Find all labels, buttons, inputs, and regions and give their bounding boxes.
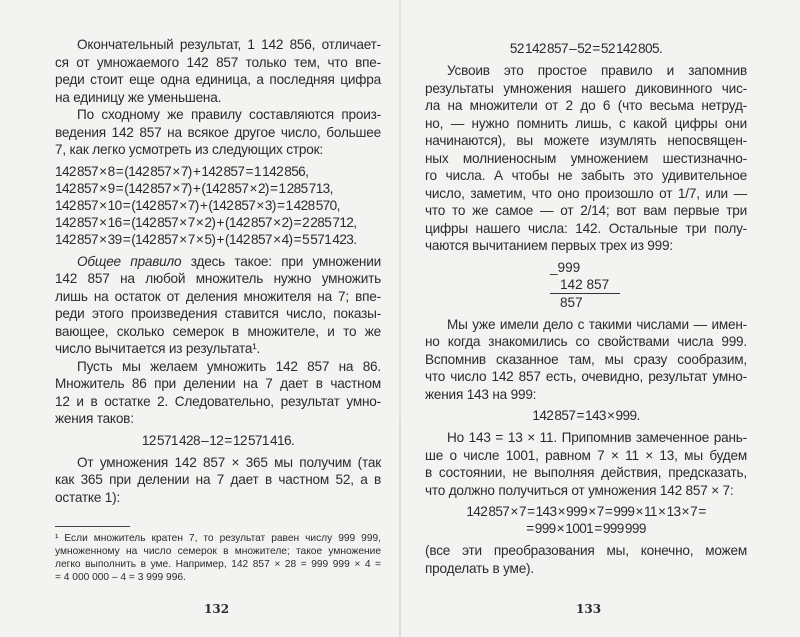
paragraph (55, 253, 381, 358)
italic-term: Общее правило (77, 253, 182, 269)
text-line: цифры нашего числа: 142. Остальные три полу- (425, 220, 747, 236)
text-line: Но 143 = 13 × 11. Припомнив замеченное рань- (447, 430, 747, 445)
formula-line: 12 571 428 – 12 = 12 571 416. (141, 432, 295, 448)
book-gutter (399, 0, 401, 637)
footnote-line: легко выполнить в уме. Например, 142 857 × 28 = 999 999 × 4 = (55, 559, 381, 570)
formula-line: 142 857 × 10 = (142 857 × 7) + (142 857 × 3) = 1 428 570, (55, 197, 340, 213)
page-number-left: 132 (204, 602, 230, 616)
formula (55, 432, 381, 449)
text-line: в состоянии, не выполняя действия, предсказать, (425, 465, 747, 480)
footnote-line: ¹ Если множитель кратен 7, то результат равен числу 999 999, (55, 533, 381, 544)
text-line: 12 и в остатке 2. Следовательно, результат умно- (55, 393, 381, 409)
formula-line: 142 857 × 7 = 143 × 999 × 7 = 999 × 11 × 13 × 7 = (466, 504, 706, 519)
text-line: остатке 1): (55, 489, 121, 505)
formula-line: 142 857 × 8 = (142 857 × 7) + 142 857 = 1 142 856, (55, 163, 309, 179)
text-line: жения таков: (55, 411, 134, 426)
text-line: на единицу же уменьшена. (55, 89, 222, 105)
text-line: ла на множители от 2 до 6 (что весьма нетруд- (425, 98, 747, 113)
text-line: ведения 142 857 на всякое другое число, большее (55, 124, 381, 140)
right-page (425, 36, 747, 577)
text-line (55, 253, 381, 271)
formula-line: 142 857 × 9 = (142 857 × 7) + (142 857 × 2) = 1 285 713, (55, 180, 333, 196)
text-line: число вычитается из результата¹. (55, 341, 261, 356)
footnote-line: = 4 000 000 – 4 = 3 999 996. (55, 572, 186, 583)
text-line: проделать в уме). (425, 560, 534, 576)
formula (425, 407, 747, 424)
text-line: Усвоив это простое правило и запомнив (447, 63, 747, 78)
text-line: результаты умножения нашего диковинного чис- (425, 80, 747, 96)
subtraction-block (550, 259, 620, 311)
text-line: что то же самое — от 2/14; вот вам первые три (425, 203, 747, 218)
text-line: ся от умножаемого 142 857 только тем, что впе- (55, 54, 381, 70)
difference: 857 (560, 294, 583, 310)
paragraph (55, 454, 381, 507)
left-page (55, 36, 381, 506)
text-line: Множитель 86 при делении на 7 дает в частном (55, 376, 381, 391)
text-line: го числа. А чтобы не забыть это удивительное (425, 168, 747, 183)
text-line: чаются вычитанием первых трех из 999: (425, 238, 673, 253)
text-line: что должно получиться от умножения 142 857 × 7: (425, 482, 734, 498)
text-line: но когда знакомились со свойствами числа 999. (425, 334, 747, 349)
text-line: что число 142 857 есть, очевидно, результат умно- (425, 369, 747, 384)
paragraph (425, 542, 747, 577)
text-fragment: здесь такое: при умножении (181, 253, 381, 269)
formula-line: 142 857 = 143 × 999. (532, 408, 640, 423)
text-line: ных молниеносным умножением шестизначно- (425, 150, 747, 166)
text-line: начинаются), вы можете изумлять непосвящен- (425, 133, 747, 148)
paragraph (55, 358, 381, 428)
text-line: 142 857 на любой множитель нужно умножить (55, 271, 381, 286)
paragraph (55, 36, 381, 106)
paragraph (425, 316, 747, 404)
footnote-rule (55, 526, 130, 527)
text-line: число, заметим, что оно произошло от 1/7, или — (425, 185, 747, 201)
text-line: ше о числе 1001, равном 7 × 11 × 13, мы будем (425, 447, 747, 463)
text-line: Пусть мы желаем умножить 142 857 на 86. (77, 358, 381, 374)
text-line: реди стоит еще одна единица, а последняя цифра (55, 72, 381, 87)
formula (55, 163, 381, 248)
text-line: реди этого произведения ставится число, показы- (55, 306, 381, 321)
text-line: Мы уже имели дело с такими числами — имен- (447, 316, 747, 332)
text-line: 7, как легко усмотреть из следующих строк: (55, 142, 323, 157)
text-line: лишь на остаток от деления множителя на 7; впе- (55, 288, 381, 304)
text-line: Вспомнив сказанное там, мы сразу сообразим, (425, 351, 747, 367)
formula-line: = 999 × 1001 = 999 999 (526, 521, 646, 536)
paragraph (425, 429, 747, 499)
paragraph (55, 106, 381, 159)
formula-line: 142 857 × 16 = (142 857 × 7 × 2) + (142 857 × 2) = 2 285 712, (55, 214, 357, 230)
text-line: От умножения 142 857 × 365 мы получим (так (77, 454, 381, 470)
paragraph (425, 62, 747, 255)
text-line: (все эти преобразования мы, конечно, можем (425, 543, 747, 558)
footnote-line: умноженному на число семерок в множителе; такое умножение (55, 546, 381, 557)
formula-line: 142 857 × 39 = (142 857 × 7 × 5) + (142 857 × 4) = 5 571 423. (55, 231, 357, 247)
formula (425, 40, 747, 57)
minuend: _999 (550, 259, 581, 275)
text-line: Окончательный результат, 1 142 856, отличает- (77, 37, 381, 52)
formula-line: 52 142 857 – 52 = 52 142 805. (509, 41, 663, 56)
text-line: жения 143 на 999: (425, 386, 537, 402)
text-line: но, — нужно помнить лишь, с какой цифры они (425, 115, 747, 131)
formula (425, 503, 747, 537)
text-line: как 365 при делении на 7 дает в частном 52, а в (55, 472, 381, 487)
text-line: вающее, сколько семерок в множителе, и то же (55, 323, 381, 339)
text-line: По сходному же правилу составляются произ- (77, 107, 381, 122)
subtrahend: 142 857 (550, 276, 620, 294)
page-number-right: 133 (576, 602, 602, 616)
footnote (55, 532, 381, 584)
